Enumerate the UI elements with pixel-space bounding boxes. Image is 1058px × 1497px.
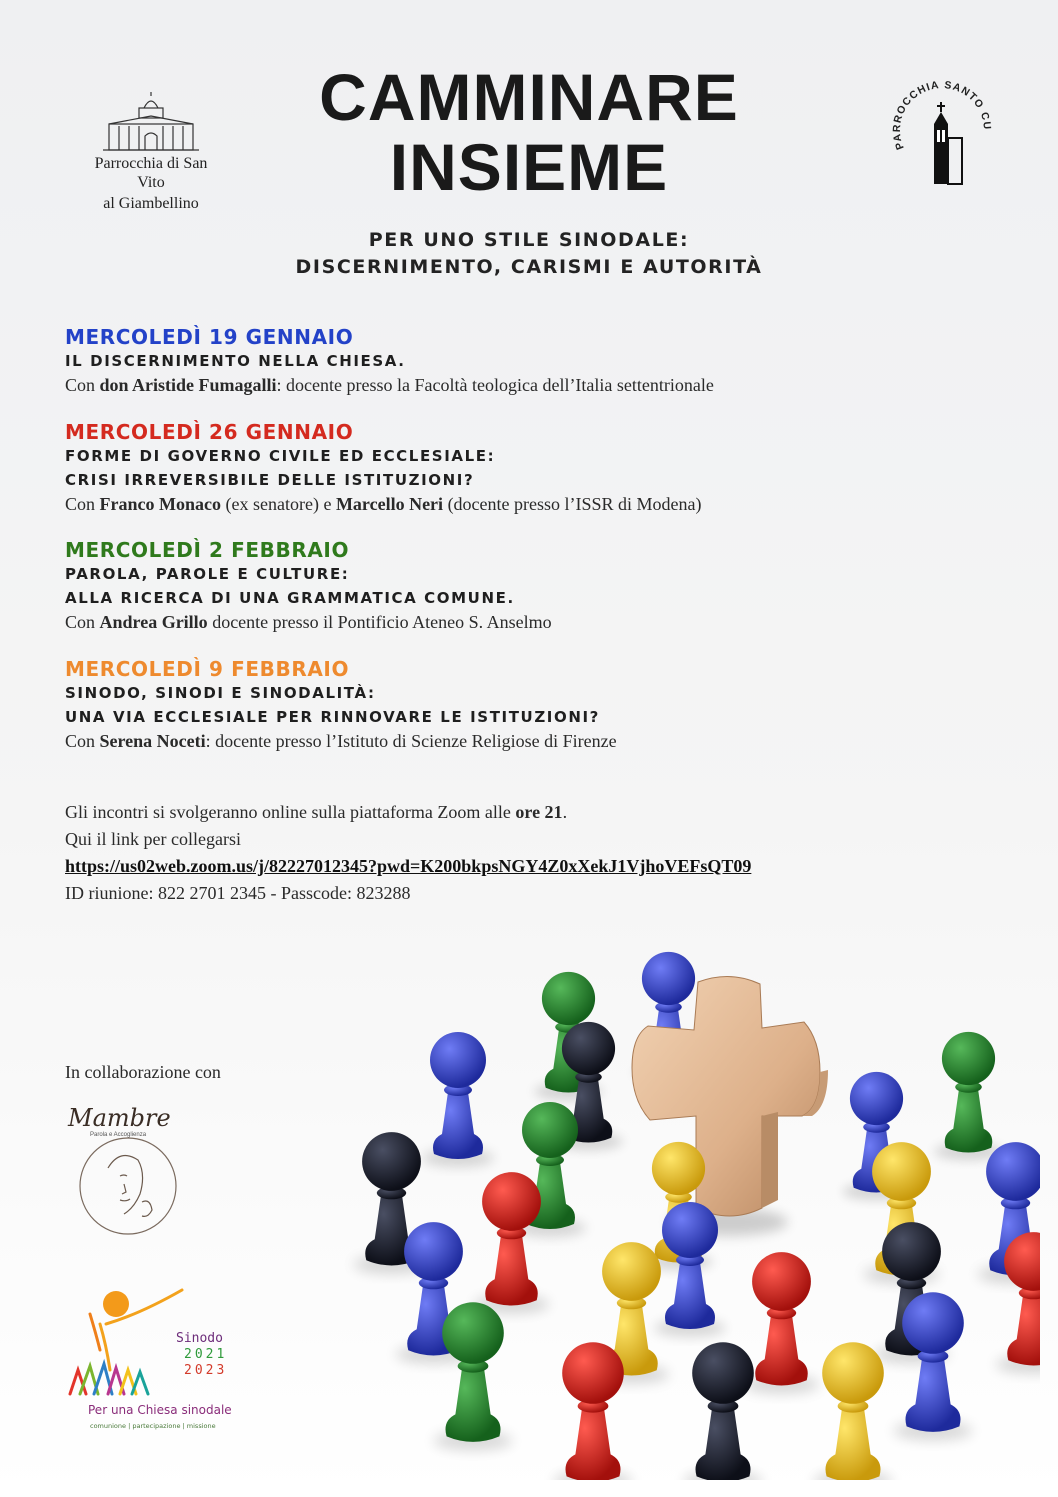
- speaker-name: Marcello Neri: [335, 494, 444, 514]
- sinodo-year-end: 2023: [184, 1363, 228, 1378]
- church-facade-icon: [101, 90, 201, 152]
- event-topic-line: FORME DI GOVERNO CIVILE ED ECCLESIALE:: [65, 447, 496, 465]
- event-19-gennaio: [65, 325, 965, 397]
- santo-curato-ars-text: PARROCCHIA SANTO CU: [890, 79, 994, 152]
- event-date: MERCOLEDÌ 9 FEBBRAIO: [65, 657, 350, 681]
- san-vito-logo: [84, 90, 218, 213]
- sinodo-subtitle: comunione | partecipazione | missione: [90, 1422, 216, 1430]
- pawn-icon: [654, 1202, 726, 1337]
- page-title-line2: INSIEME: [389, 130, 669, 204]
- pawn-icon: [553, 1342, 632, 1480]
- event-date: MERCOLEDÌ 2 FEBBRAIO: [65, 538, 350, 562]
- pawn-icon: [433, 1302, 512, 1451]
- san-vito-caption-line1: Parrocchia di San Vito: [94, 155, 208, 191]
- speaker-name: Serena Noceti: [99, 731, 206, 751]
- pawn-icon: [934, 1032, 1002, 1160]
- event-topic-line: IL DISCERNIMENTO NELLA CHIESA.: [65, 352, 406, 370]
- mambre-tagline: Parola e Accoglienza: [90, 1132, 147, 1138]
- sun-icon: [103, 1291, 129, 1317]
- collab-label: In collaborazione con: [65, 1062, 221, 1082]
- event-9-febbraio: [65, 657, 965, 753]
- subtitle-line1: PER UNO STILE SINODALE:: [368, 229, 690, 251]
- subtitle-line2: DISCERNIMENTO, CARISMI E AUTORITÀ: [295, 256, 763, 278]
- pawn-icon: [422, 1032, 494, 1167]
- link-intro: Qui il link per collegarsi: [65, 829, 241, 849]
- event-speaker: Con Serena Noceti: docente presso l’Istituto di Scienze Religiose di Firenze: [65, 731, 617, 751]
- event-date: MERCOLEDÌ 19 GENNAIO: [65, 325, 354, 349]
- speaker-name: Franco Monaco: [99, 494, 221, 514]
- bell-tower-icon: [934, 102, 962, 184]
- event-topic-line: UNA VIA ECCLESIALE PER RINNOVARE LE ISTITUZIONI?: [65, 708, 600, 726]
- event-speaker: Con Andrea Grillo docente presso il Pontificio Ateneo S. Anselmo: [65, 612, 552, 632]
- meeting-time-line: Gli incontri si svolgeranno online sulla piattaforma Zoom alle ore 21.: [65, 802, 568, 822]
- event-2-febbraio: [65, 538, 965, 634]
- pawn-icon: [744, 1252, 820, 1394]
- pawns-and-cross-photo: [320, 910, 1040, 1480]
- event-speaker: Con don Aristide Fumagalli: docente presso la Facoltà teologica dell’Italia settentrionale: [65, 375, 714, 395]
- event-topic-line: ALLA RICERCA DI UNA GRAMMATICA COMUNE.: [65, 589, 515, 607]
- event-26-gennaio: [65, 420, 965, 516]
- event-topic-line: SINODO, SINODI E SINODALITÀ:: [65, 684, 376, 702]
- speaker-name: Andrea Grillo: [99, 612, 208, 632]
- meeting-id-line: ID riunione: 822 2701 2345 - Passcode: 823288: [65, 883, 411, 903]
- event-topic-line: PAROLA, PAROLE E CULTURE:: [65, 565, 350, 583]
- sinodo-word: Sinodo: [176, 1331, 223, 1346]
- sinodo-logo: [60, 1284, 260, 1434]
- san-vito-caption-line2: al Giambellino: [103, 195, 199, 212]
- pawn-icon: [893, 1292, 972, 1441]
- sinodo-motto: Per una Chiesa sinodale: [88, 1403, 232, 1417]
- event-topic-line: CRISI IRREVERSIBILE DELLE ISTITUZIONI?: [65, 471, 475, 489]
- subtitle: [150, 227, 908, 281]
- event-date: MERCOLEDÌ 26 GENNAIO: [65, 420, 354, 444]
- pawn-icon: [813, 1342, 892, 1480]
- mambre-logo: [64, 1098, 204, 1238]
- speaker-name: don Aristide Fumagalli: [99, 375, 277, 395]
- mambre-name: Mambre: [68, 1104, 171, 1132]
- meeting-info: [65, 799, 965, 907]
- event-speaker: Con Franco Monaco (ex senatore) e Marcello Neri (docente presso l’ISSR di Modena): [65, 494, 702, 514]
- santo-curato-ars-logo: [884, 78, 1002, 196]
- pawn-icon: [683, 1342, 762, 1480]
- meeting-time: ore 21: [515, 802, 563, 822]
- face-drawing-icon: [108, 1156, 152, 1217]
- zoom-link[interactable]: https://us02web.zoom.us/j/82227012345?pwd=K200bkpsNGY4Z0xXekJ1VjhoVEFsQT09: [65, 856, 752, 876]
- page-title-line1: CAMMINARE: [319, 60, 739, 134]
- sinodo-year-start: 2021: [184, 1347, 228, 1362]
- pawn-icon: [474, 1172, 550, 1314]
